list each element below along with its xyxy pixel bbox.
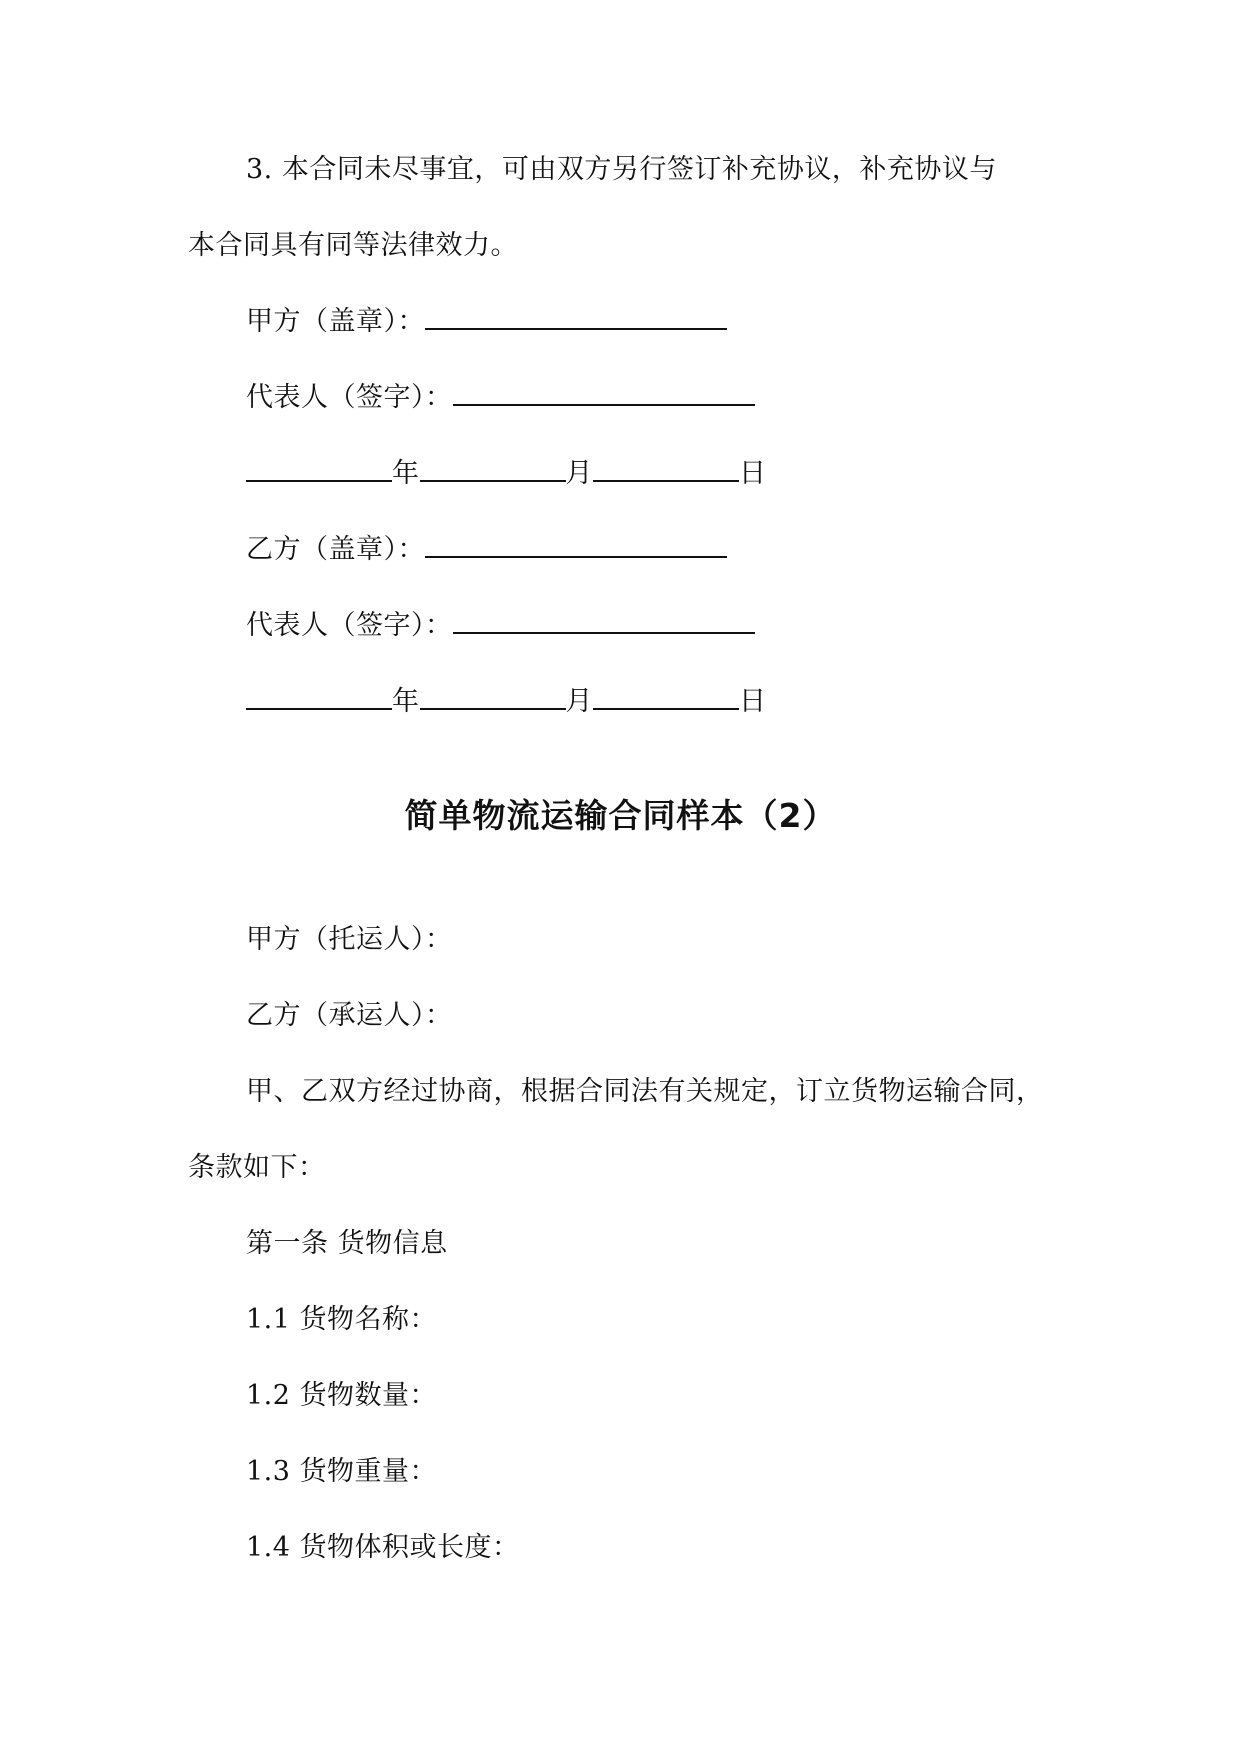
party-b-rep-line <box>246 608 755 644</box>
year-label: 年 <box>392 458 420 489</box>
party-a-seal-blank <box>425 306 727 330</box>
party-a-rep-blank <box>453 382 755 406</box>
party-a-seal-label: 甲方（盖章）： <box>246 306 425 337</box>
month-blank <box>420 686 566 710</box>
intro-line-2: 条款如下： <box>188 1152 326 1183</box>
party-b-seal-blank <box>425 534 727 558</box>
item-1-1: 1.1 货物名称： <box>246 1304 438 1335</box>
clause-3-line-1: 3. 本合同未尽事宜，可由双方另行签订补充协议，补充协议与 <box>246 154 997 185</box>
day-label: 日 <box>739 458 767 489</box>
party-b-seal-label: 乙方（盖章）： <box>246 534 425 565</box>
month-blank <box>420 458 566 482</box>
party-b-carrier: 乙方（承运人）： <box>246 1000 453 1031</box>
item-1-4: 1.4 货物体积或长度： <box>246 1532 520 1563</box>
year-blank <box>246 458 392 482</box>
day-blank <box>593 458 739 482</box>
item-1-2: 1.2 货物数量： <box>246 1380 438 1411</box>
article-1-heading: 第一条 货物信息 <box>246 1228 448 1259</box>
day-label: 日 <box>739 686 767 717</box>
item-1-3: 1.3 货物重量： <box>246 1456 438 1487</box>
party-b-seal-line <box>246 532 727 568</box>
party-a-rep-label: 代表人（签字）： <box>246 382 453 413</box>
month-label: 月 <box>565 686 593 717</box>
year-label: 年 <box>392 686 420 717</box>
party-a-consignor: 甲方（托运人）： <box>246 924 453 955</box>
party-a-date-line <box>246 456 767 492</box>
year-blank <box>246 686 392 710</box>
contract-title: 简单物流运输合同样本（2） <box>404 796 837 835</box>
clause-3-line-2: 本合同具有同等法律效力。 <box>188 230 518 261</box>
party-a-rep-line <box>246 380 755 416</box>
party-b-date-line <box>246 684 767 720</box>
intro-line-1: 甲、乙双方经过协商，根据合同法有关规定，订立货物运输合同， <box>246 1076 1044 1107</box>
day-blank <box>593 686 739 710</box>
party-b-rep-blank <box>453 610 755 634</box>
party-b-rep-label: 代表人（签字）： <box>246 610 453 641</box>
party-a-seal-line <box>246 304 727 340</box>
month-label: 月 <box>565 458 593 489</box>
